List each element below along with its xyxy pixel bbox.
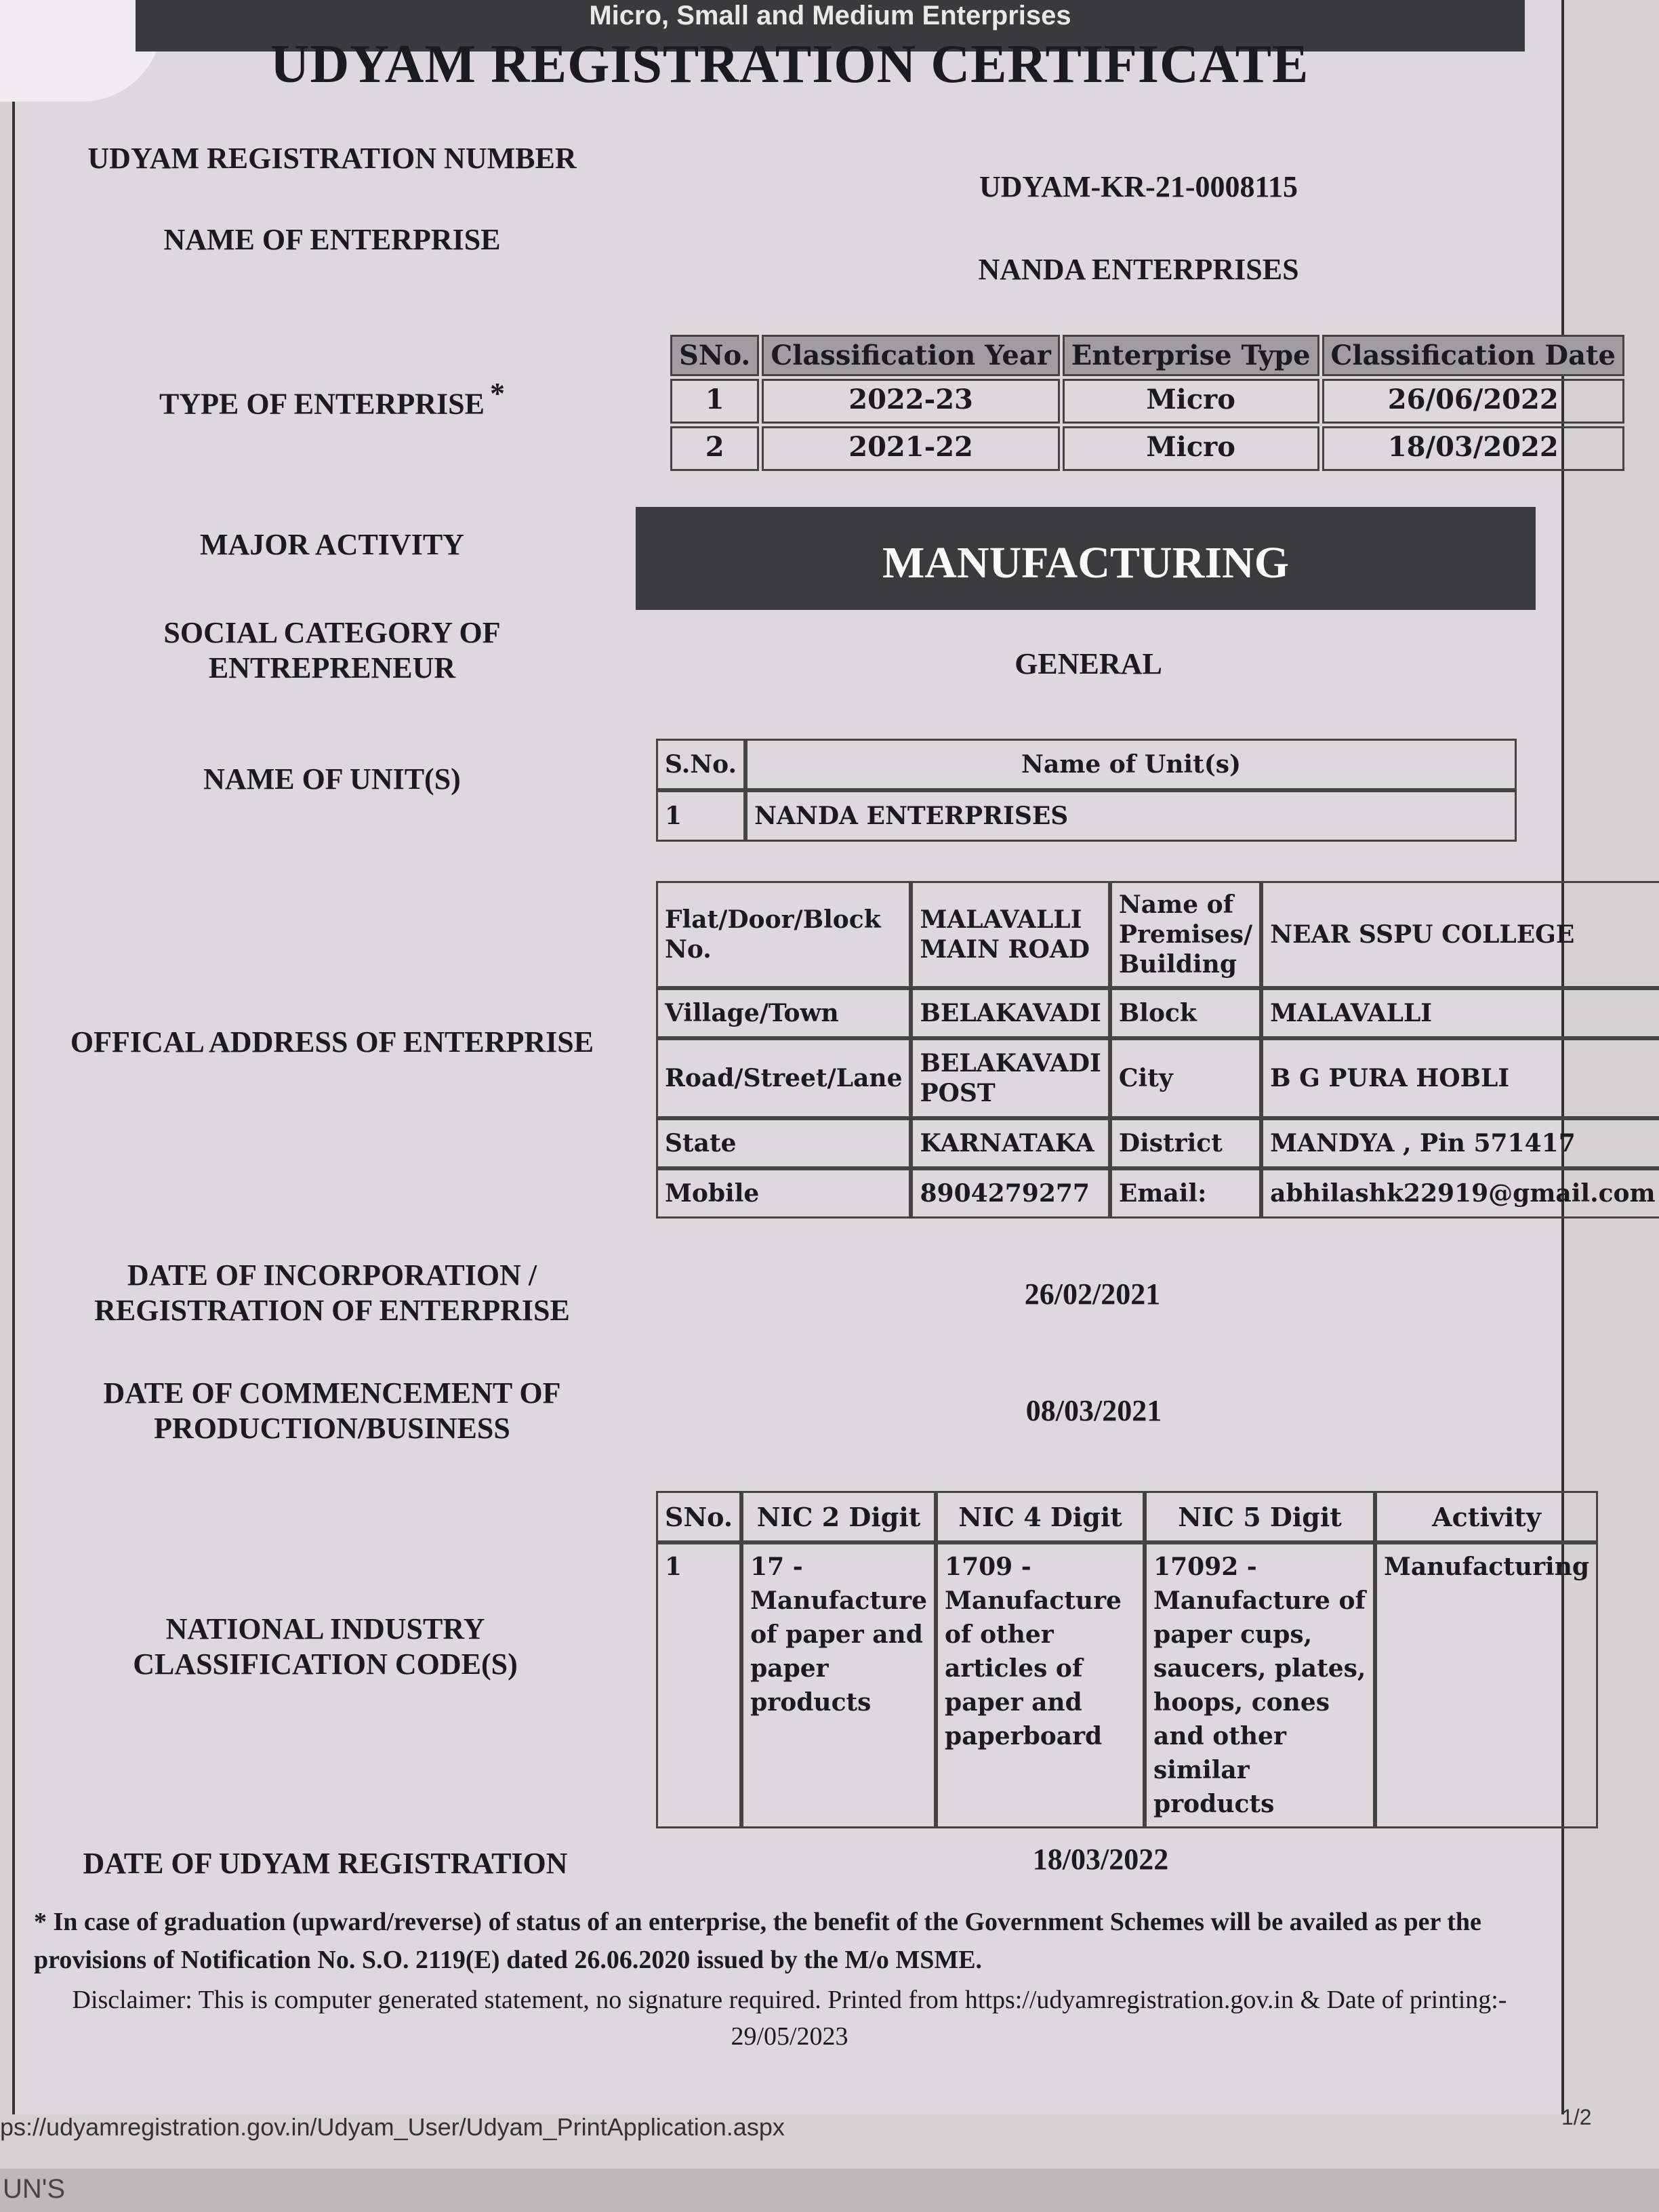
reg-number-label: UDYAM REGISTRATION NUMBER xyxy=(87,142,577,175)
type-of-enterprise-label xyxy=(68,376,596,422)
table-header-row xyxy=(656,1491,1598,1542)
nic-label-line1: NATIONAL INDUSTRY xyxy=(165,1612,485,1645)
certificate-title: UDYAM REGISTRATION CERTIFICATE xyxy=(270,35,1309,94)
nic-table xyxy=(656,1491,1598,1828)
classification-table xyxy=(668,332,1627,474)
cell-nic-2: 17 - Manufacture of paper and paper products xyxy=(741,1542,936,1828)
table-row xyxy=(656,1038,1659,1118)
cell-date: 26/06/2022 xyxy=(1322,379,1624,424)
cell-field: City xyxy=(1110,1038,1261,1118)
cell-field: District xyxy=(1110,1118,1261,1168)
cell-sno: 1 xyxy=(656,1542,741,1828)
address-table xyxy=(656,881,1659,1218)
header-bar: Micro, Small and Medium Enterprises xyxy=(136,0,1525,52)
asterisk-mark: * xyxy=(490,377,505,410)
header-sno: S.No. xyxy=(656,739,745,790)
units-label: NAME OF UNIT(S) xyxy=(203,762,461,796)
cell-type: Micro xyxy=(1063,379,1319,424)
table-row xyxy=(670,379,1624,424)
cell-unit-name: NANDA ENTERPRISES xyxy=(745,790,1517,842)
cell-sno: 1 xyxy=(670,379,759,424)
cell-field: Name of Premises/ Building xyxy=(1110,881,1261,988)
enterprise-name-value: NANDA ENTERPRISES xyxy=(978,253,1299,286)
header-sno: SNo. xyxy=(656,1491,741,1542)
header-enterprise-type: Enterprise Type xyxy=(1063,335,1319,376)
disclaimer-line1: Disclaimer: This is computer generated statement, no signature required. Printed from https://udyamregistration.gov.in & Date of printing:- xyxy=(72,1986,1507,2014)
header-classification-date: Classification Date xyxy=(1322,335,1624,376)
cell-value: NEAR SSPU COLLEGE xyxy=(1261,881,1659,988)
print-url: ps://udyamregistration.gov.in/Udyam_User/Udyam_PrintApplication.aspx xyxy=(0,2113,785,2141)
nic-label xyxy=(54,1612,596,1682)
cell-year: 2022-23 xyxy=(762,379,1059,424)
cell-field: Email: xyxy=(1110,1168,1261,1218)
address-label: OFFICAL ADDRESS OF ENTERPRISE xyxy=(70,1025,594,1059)
header-classification-year: Classification Year xyxy=(762,335,1059,376)
cell-value: abhilashk22919@gmail.com xyxy=(1261,1168,1659,1218)
commencement-label-line2: PRODUCTION/BUSINESS xyxy=(154,1412,510,1445)
cell-value: BELAKAVADI xyxy=(911,988,1109,1038)
cell-nic-4: 1709 - Manufacture of other articles of paper and paperboard xyxy=(936,1542,1145,1828)
cell-year: 2021-22 xyxy=(762,426,1059,471)
table-header-row xyxy=(656,739,1517,790)
header-nic-5: NIC 5 Digit xyxy=(1145,1491,1375,1542)
cell-field: State xyxy=(656,1118,911,1168)
cell-value: MALAVALLI xyxy=(1261,988,1659,1038)
udyam-date-value: 18/03/2022 xyxy=(1032,1843,1169,1876)
units-table xyxy=(656,739,1517,842)
cell-field: Flat/Door/Block No. xyxy=(656,881,911,988)
cell-activity: Manufacturing xyxy=(1375,1542,1598,1828)
header-nic-4: NIC 4 Digit xyxy=(936,1491,1145,1542)
incorporation-value: 26/02/2021 xyxy=(1024,1277,1161,1311)
type-of-enterprise-text: TYPE OF ENTERPRISE xyxy=(159,387,485,421)
table-header-row xyxy=(670,335,1624,376)
header-activity: Activity xyxy=(1375,1491,1598,1542)
commencement-label xyxy=(54,1376,610,1446)
social-category-label-line2: ENTREPRENEUR xyxy=(208,651,456,684)
cell-sno: 1 xyxy=(656,790,745,842)
reg-number-value: UDYAM-KR-21-0008115 xyxy=(979,170,1298,203)
nic-label-line2: CLASSIFICATION CODE(S) xyxy=(133,1647,518,1681)
table-row xyxy=(670,426,1624,471)
commencement-label-line1: DATE OF COMMENCEMENT OF xyxy=(103,1376,561,1410)
cell-value: 8904279277 xyxy=(911,1168,1109,1218)
table-row xyxy=(656,881,1659,988)
social-category-value: GENERAL xyxy=(1015,647,1162,680)
table-row xyxy=(656,1168,1659,1218)
social-category-label xyxy=(68,615,596,686)
major-activity-label: MAJOR ACTIVITY xyxy=(200,528,464,561)
bottom-strip xyxy=(0,2169,1659,2212)
cell-sno: 2 xyxy=(670,426,759,471)
disclaimer xyxy=(34,1982,1545,2055)
cell-value: MANDYA , Pin 571417 xyxy=(1261,1118,1659,1168)
bottom-text: UN'S xyxy=(3,2174,66,2204)
enterprise-name-label: NAME OF ENTERPRISE xyxy=(163,223,501,256)
commencement-value: 08/03/2021 xyxy=(1025,1394,1162,1427)
header-nic-2: NIC 2 Digit xyxy=(741,1491,936,1542)
disclaimer-line2: 29/05/2023 xyxy=(731,2022,848,2051)
social-category-label-line1: SOCIAL CATEGORY OF xyxy=(163,616,501,649)
udyam-date-label: DATE OF UDYAM REGISTRATION xyxy=(83,1847,568,1880)
header-sno: SNo. xyxy=(670,335,759,376)
cell-field: Block xyxy=(1110,988,1261,1038)
cell-value: BELAKAVADI POST xyxy=(911,1038,1109,1118)
cell-date: 18/03/2022 xyxy=(1322,426,1624,471)
cell-field: Village/Town xyxy=(656,988,911,1038)
table-row xyxy=(656,1118,1659,1168)
incorporation-label xyxy=(54,1258,610,1328)
cell-field: Road/Street/Lane xyxy=(656,1038,911,1118)
table-row xyxy=(656,1542,1598,1828)
footnote: * In case of graduation (upward/reverse) of status of an enterprise, the benefit of the Government Schemes will be availed as per the provisions of Notification No. S.O. 2119(E) dated 26.06.2020 issued by the M/o MSME. xyxy=(34,1908,1481,1974)
cell-value: B G PURA HOBLI xyxy=(1261,1038,1659,1118)
page-number: 1/2 xyxy=(1561,2105,1592,2129)
cell-nic-5: 17092 - Manufacture of paper cups, saucers, plates, hoops, cones and other similar products xyxy=(1145,1542,1375,1828)
incorporation-label-line1: DATE OF INCORPORATION / xyxy=(127,1258,537,1292)
cell-field: Mobile xyxy=(656,1168,911,1218)
table-row xyxy=(656,988,1659,1038)
table-row xyxy=(656,790,1517,842)
cell-value: KARNATAKA xyxy=(911,1118,1109,1168)
incorporation-label-line2: REGISTRATION OF ENTERPRISE xyxy=(94,1294,570,1327)
header-unit-name: Name of Unit(s) xyxy=(745,739,1517,790)
major-activity-value: MANUFACTURING xyxy=(636,507,1536,610)
cell-type: Micro xyxy=(1063,426,1319,471)
cell-value: MALAVALLI MAIN ROAD xyxy=(911,881,1109,988)
